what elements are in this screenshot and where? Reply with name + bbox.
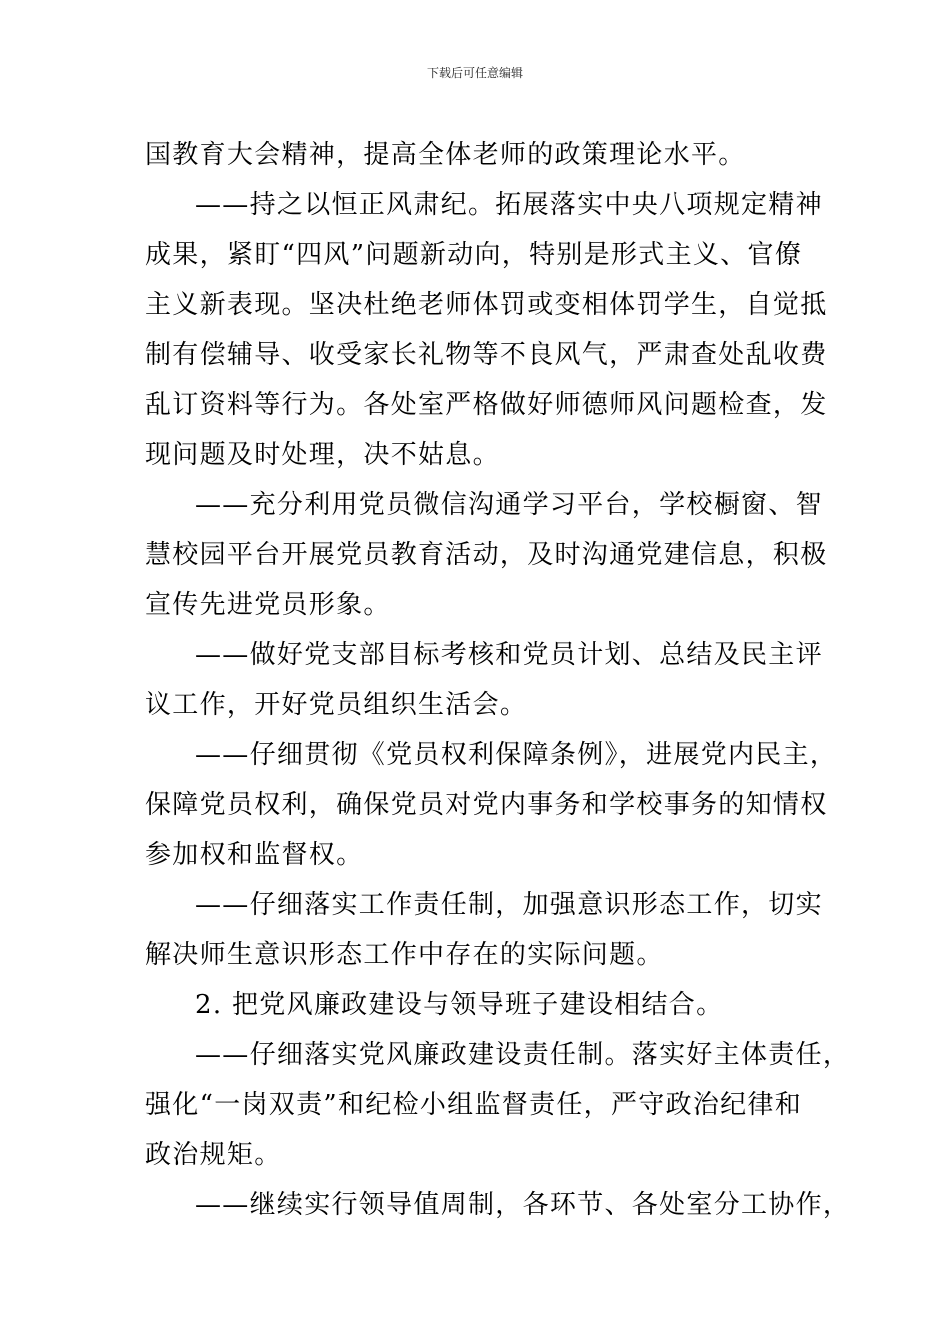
- text-line: ——持之以恒正风肃纪。拓展落实中央八项规定精神: [195, 190, 823, 220]
- text-line: 成果，紧盯“四风”问题新动向，特别是形式主义、官僚: [145, 240, 803, 270]
- text-line: ——仔细落实党风廉政建设责任制。落实好主体责任，: [195, 1040, 851, 1070]
- text-line: ——继续实行领导值周制，各环节、各处室分工协作，: [195, 1190, 851, 1220]
- page-header: 下载后可任意编辑: [426, 66, 523, 80]
- text-line: 保障党员权利，确保党员对党内事务和学校事务的知情权: [145, 790, 828, 820]
- text-line: 宣传先进党员形象。: [145, 590, 391, 620]
- text-line: ——做好党支部目标考核和党员计划、总结及民主评: [195, 640, 823, 670]
- text-line: 主义新表现。坚决杜绝老师体罚或变相体罚学生，自觉抵: [145, 290, 828, 320]
- text-line: 制有偿辅导、收受家长礼物等不良风气，严肃查处乱收费: [145, 340, 828, 370]
- text-line: ——充分利用党员微信沟通学习平台，学校橱窗、智: [195, 490, 823, 520]
- section-heading: 2. 把党风廉政建设与领导班子建设相结合。: [195, 990, 724, 1020]
- text-line: 慧校园平台开展党员教育活动，及时沟通党建信息，积极: [145, 540, 828, 570]
- text-line: ——仔细落实工作责任制，加强意识形态工作，切实: [195, 890, 823, 920]
- text-line: 政治规矩。: [145, 1140, 282, 1170]
- text-line: 国教育大会精神，提高全体老师的政策理论水平。: [145, 140, 746, 170]
- text-line: ——仔细贯彻《党员权利保障条例》，进展党内民主，: [195, 740, 838, 770]
- text-line: 现问题及时处理，决不姑息。: [145, 440, 500, 470]
- text-line: 强化“一岗双责”和纪检小组监督责任，严守政治纪律和: [145, 1090, 803, 1120]
- text-line: 议工作，开好党员组织生活会。: [145, 690, 528, 720]
- text-line: 解决师生意识形态工作中存在的实际问题。: [145, 940, 664, 970]
- text-line: 参加权和监督权。: [145, 840, 364, 870]
- text-line: 乱订资料等行为。各处室严格做好师德师风问题检查，发: [145, 390, 828, 420]
